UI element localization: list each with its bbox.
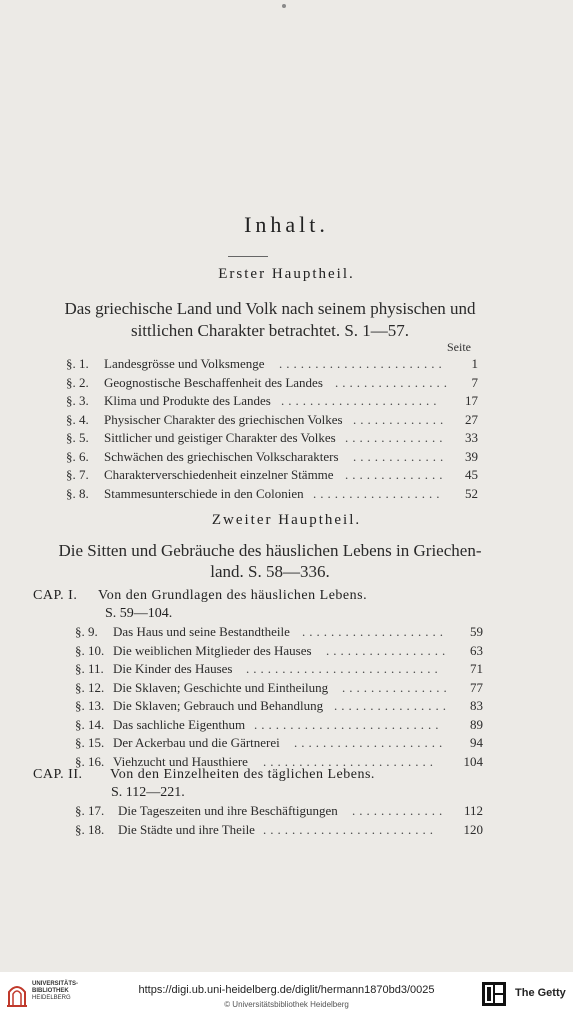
toc-entry-title: Die Kinder des Hauses — [113, 661, 233, 676]
toc-entry-title: Die Tageszeiten und ihre Beschäftigungen — [118, 803, 338, 818]
toc-dot-leader: ...................... — [281, 393, 441, 408]
toc-entry — [75, 697, 483, 715]
toc-entry-title: Klima und Produkte des Landes — [104, 393, 271, 408]
toc-dot-leader: ............. — [352, 803, 447, 818]
toc-section-number: §. 7. — [66, 467, 89, 482]
toc-entry — [75, 642, 483, 660]
toc-section-number: §. 17. — [75, 803, 105, 818]
toc-dot-leader: ............... — [342, 679, 451, 695]
cap2-label: CAP. II. — [33, 767, 83, 782]
toc-entry — [66, 466, 478, 484]
toc-entry-title: Charakterverschiedenheit einzelner Stämme — [104, 467, 334, 482]
toc-dot-leader: ........................ — [263, 753, 437, 769]
page-dot — [282, 4, 286, 8]
toc-entry-title: Die weiblichen Mitglieder des Hauses — [113, 642, 312, 658]
toc-entry — [75, 679, 483, 697]
toc-entry — [75, 734, 483, 752]
toc-page-number: 77 — [470, 679, 483, 695]
toc-entry-title: Geognostische Beschaffenheit des Landes — [104, 374, 323, 390]
toc-entry — [66, 448, 478, 466]
toc-page-number: 39 — [465, 448, 478, 464]
toc-section-number: §. 15. — [75, 735, 105, 750]
toc-section-number: §. 2. — [66, 374, 89, 390]
cap1-range: S. 59—104. — [105, 606, 173, 621]
toc-dot-leader: ........................ — [263, 821, 437, 837]
toc-page-number: 27 — [465, 411, 478, 427]
toc-dot-leader: ................. — [326, 642, 450, 658]
toc-entry-title: Stammesunterschiede in den Colonien — [104, 485, 304, 501]
toc-page-number: 45 — [465, 467, 478, 482]
toc-entry — [66, 374, 478, 392]
copyright-notice: © Universitätsbibliothek Heidelberg — [224, 1000, 349, 1009]
toc-page-number: 33 — [465, 430, 478, 445]
cap1-label: CAP. I. — [33, 588, 78, 603]
toc-dot-leader: ............. — [353, 411, 448, 427]
toc-section-number: §. 10. — [75, 642, 105, 658]
toc-entry — [75, 660, 483, 678]
toc-dot-leader: ................ — [334, 698, 450, 713]
toc-entry — [75, 821, 483, 839]
toc-entry — [75, 802, 483, 820]
toc-entry-title: Die Städte und ihre Theile — [118, 821, 255, 837]
toc-entry-title: Viehzucht und Hausthiere — [113, 753, 248, 769]
page-title: Inhalt. — [244, 212, 329, 237]
toc-entry-title: Sittlicher und geistiger Charakter des Volkes — [104, 430, 336, 445]
toc-section-number: §. 5. — [66, 430, 89, 445]
toc-section-number: §. 16. — [75, 753, 105, 769]
toc-dot-leader: ................ — [335, 374, 451, 390]
toc-entry-title: Die Sklaven; Geschichte und Eintheilung — [113, 679, 329, 695]
getty-logo-icon — [482, 982, 506, 1006]
toc-page-number: 83 — [470, 698, 483, 713]
part2-heading: Zweiter Hauptheil. — [211, 512, 362, 528]
footer-bar — [0, 972, 573, 1016]
part2-desc-line2: land. S. 58—336. — [210, 562, 330, 581]
toc-dot-leader: ....................... — [279, 356, 446, 371]
toc-entry-title: Das sachliche Eigenthum — [113, 716, 246, 732]
title-rule — [228, 256, 268, 257]
cap1-title: Von den Grundlagen des häuslichen Lebens. — [98, 588, 368, 603]
toc-entry-title: Der Ackerbau und die Gärtnerei — [113, 735, 280, 750]
getty-label: The Getty — [515, 987, 566, 999]
toc-entry — [66, 485, 478, 503]
toc-page-number: 71 — [470, 661, 483, 676]
toc-entry — [75, 623, 483, 641]
cap2-range: S. 112—221. — [111, 785, 185, 800]
toc-page-number: 104 — [463, 753, 483, 769]
toc-page-number: 52 — [465, 485, 478, 501]
toc-page-number: 120 — [463, 821, 483, 837]
toc-section-number: §. 11. — [75, 661, 104, 676]
toc-section-number: §. 8. — [66, 485, 89, 501]
toc-section-number: §. 14. — [75, 716, 105, 732]
permalink-url[interactable]: https://digi.ub.uni-heidelberg.de/diglit/hermann1870bd3/0025 — [138, 984, 435, 996]
toc-dot-leader: ............. — [353, 448, 448, 464]
toc-section-number: §. 13. — [75, 698, 105, 713]
seite-label: Seite — [447, 340, 471, 354]
toc-page-number: 112 — [463, 803, 483, 818]
toc-dot-leader: ..................... — [294, 735, 447, 750]
toc-section-number: §. 4. — [66, 411, 89, 427]
toc-section-number: §. 1. — [66, 356, 89, 371]
toc-entry-title: Landesgrösse und Volksmenge — [104, 356, 265, 371]
toc-page-number: 1 — [471, 356, 478, 371]
toc-entry — [66, 355, 478, 373]
toc-dot-leader: .................... — [302, 624, 447, 639]
part1-heading: Erster Hauptheil. — [218, 266, 355, 282]
part1-desc-line2: sittlichen Charakter betrachtet. S. 1—57. — [130, 321, 410, 340]
toc-section-number: §. 9. — [75, 624, 98, 639]
cap2-title: Von den Einzelheiten des täglichen Lebens. — [110, 767, 375, 782]
toc-entry-title: Das Haus und seine Bestandtheile — [113, 624, 290, 639]
toc-entry-title: Die Sklaven; Gebrauch und Behandlung — [113, 698, 324, 713]
toc-dot-leader: .......................... — [254, 716, 443, 732]
toc-page-number: 94 — [470, 735, 483, 750]
toc-entry — [66, 392, 478, 410]
toc-entry-title: Physischer Charakter des griechischen Volkes — [104, 411, 343, 427]
toc-entry-title: Schwächen des griechischen Volkscharakters — [104, 448, 339, 464]
library-name: UNIVERSITÄTS- BIBLIOTHEK HEIDELBERG — [32, 981, 79, 1001]
toc-section-number: §. 18. — [75, 821, 105, 837]
part2-desc-line1: Die Sitten und Gebräuche des häuslichen Lebens in Griechen- — [58, 541, 482, 560]
toc-page-number: 59 — [470, 624, 483, 639]
toc-dot-leader: .............. — [345, 430, 447, 445]
toc-entry — [66, 429, 478, 447]
toc-page-number: 63 — [470, 642, 483, 658]
toc-section-number: §. 3. — [66, 393, 89, 408]
toc-entry — [66, 411, 478, 429]
toc-page-number: 7 — [471, 374, 478, 390]
toc-dot-leader: .................. — [313, 485, 444, 501]
toc-section-number: §. 6. — [66, 448, 89, 464]
part1-desc-line1: Das griechische Land und Volk nach seinem physischen und — [64, 299, 476, 318]
toc-entry — [75, 716, 483, 734]
toc-section-number: §. 12. — [75, 679, 105, 695]
toc-page-number: 17 — [465, 393, 478, 408]
toc-dot-leader: ........................... — [246, 661, 442, 676]
toc-dot-leader: .............. — [345, 467, 447, 482]
toc-page-number: 89 — [470, 716, 483, 732]
